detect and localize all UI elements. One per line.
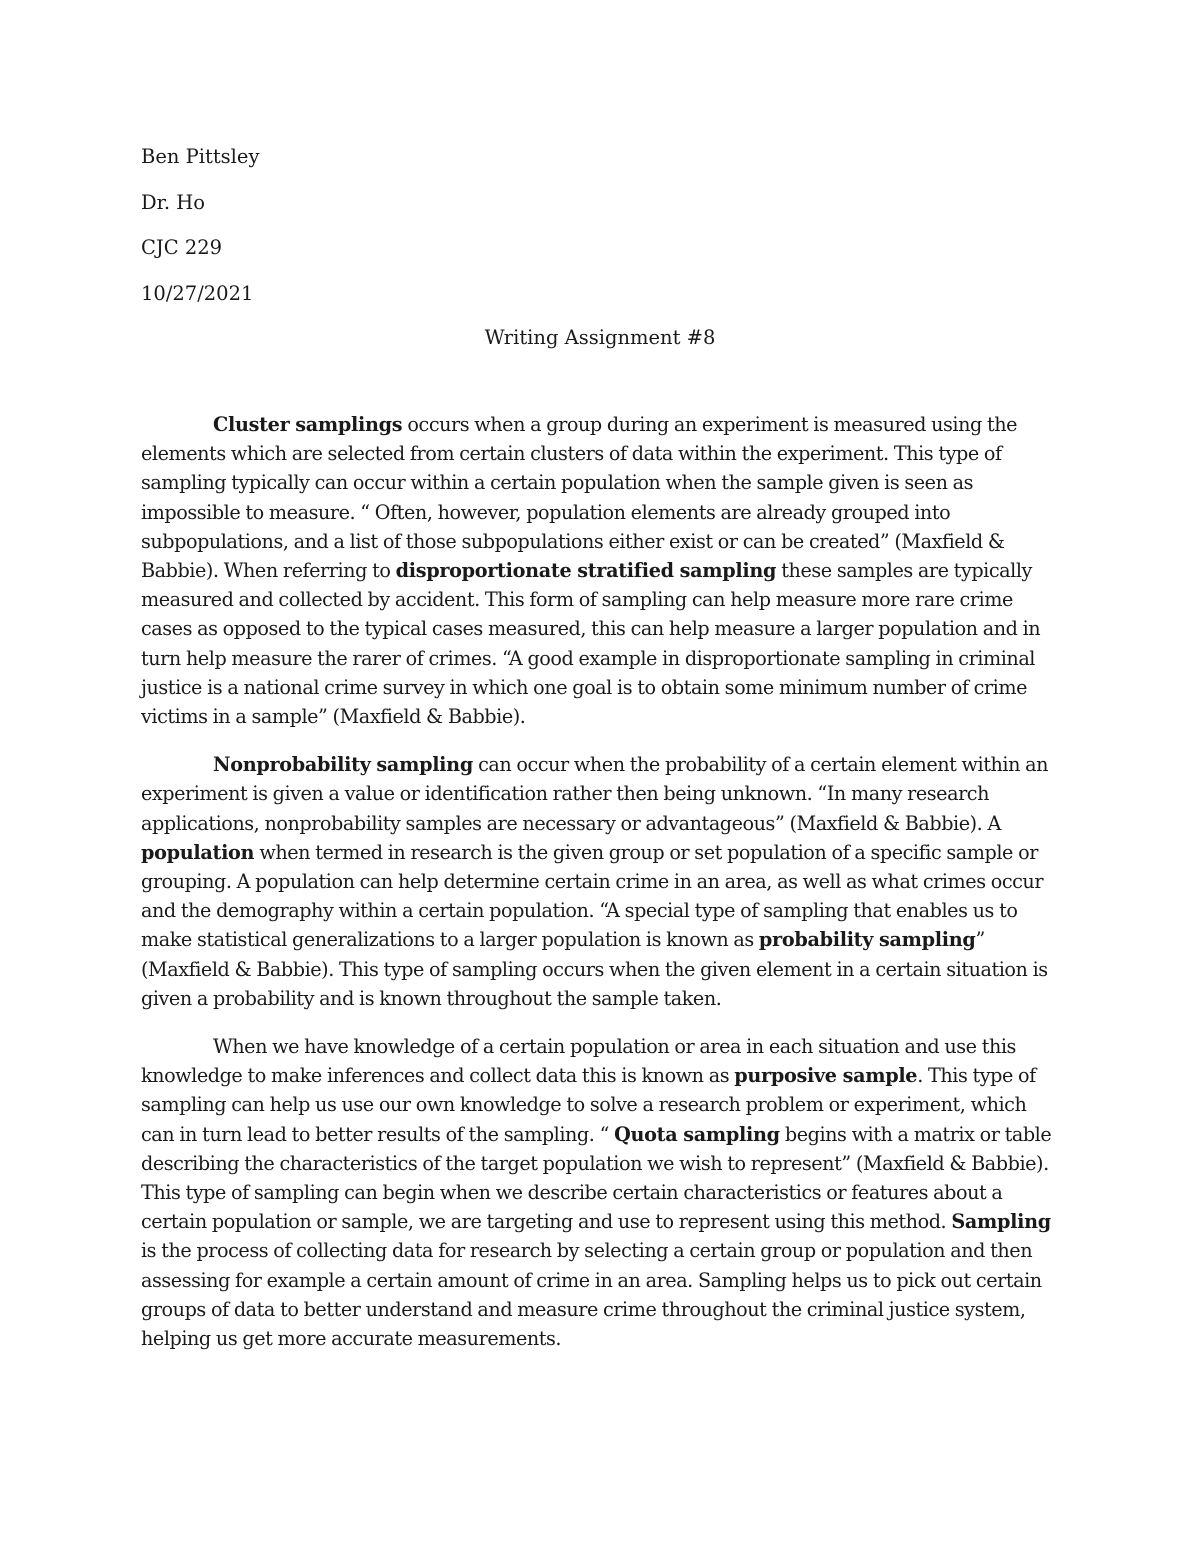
submission-date: 10/27/2021 [141,282,254,306]
author-name: Ben Pittsley [141,145,260,168]
instructor-name: Dr. Ho [141,190,205,214]
bold-term: Sampling [951,1210,1051,1234]
paragraph [141,750,1061,1013]
bold-term: probability sampling [758,928,976,952]
bold-term: purposive sample [734,1064,918,1088]
paragraph-text: . This type of sampling can help us use our own knowledge to solve a research problem or experiment, which can in turn lead to better results of the sampling. “ [141,1064,1036,1146]
document-body [141,410,1061,1372]
document-header [141,142,259,325]
paragraph [141,1032,1061,1353]
paragraph-text: When we have knowledge of a certain population or area in each situation and use this knowledge to make inferences and collect data this is known as [141,1035,1016,1088]
bold-term: Quota sampling [614,1122,780,1146]
paragraph-text: begins with a matrix or table describing the characteristics of the target population we wish to represent” (Maxfield & Babbie). This type of sampling can begin when we describe certain characteristics or features about a certain population or sample, we are targeting and use to represent using this method. [141,1122,1052,1234]
bold-term: disproportionate stratified sampling [395,559,777,583]
bold-term: Nonprobability sampling [213,753,473,777]
paragraph-text: when termed in research is the given group or set population of a specific sample or grouping. A population can help determine certain crime in an area, as well as what crimes occur and the demography within a certain population. “A special type of sampling that enables us to make statistical generalizations to a larger population is known as [141,840,1044,952]
paragraph-text: occurs when a group during an experiment is measured using the elements which are selected from certain clusters of data within the experiment. This type of sampling typically can occur within a certain population when the sample given is seen as impossible to measure. “ Often, however, population elements are already grouped into subpopulations, and a list of those subpopulations either exist or can be created” (Maxfield & Babbie). When referring to [141,413,1018,583]
paragraph-text: these samples are typically measured and collected by accident. This form of sampling can help measure more rare crime cases as opposed to the typical cases measured, this can help measure a larger population and in turn help measure the rarer of crimes. “A good example in disproportionate sampling in criminal justice is a national crime survey in which one goal is to obtain some minimum number of crime victims in a sample” (Maxfield & Babbie). [141,559,1041,729]
paragraph [141,410,1061,731]
paragraph-text: ” (Maxfield & Babbie). This type of sampling occurs when the given element in a certain situation is given a probability and is known throughout the sample taken. [141,928,1048,1010]
bold-term: Cluster samplings [213,413,403,436]
course-code: CJC 229 [141,236,223,260]
bold-term: population [141,840,255,864]
paragraph-text: can occur when the probability of a certain element within an experiment is given a value or identification rather then being unknown. “In many research applications, nonprobability samples are necessary or advantageous” (Maxfield & Babbie). A [141,753,1049,835]
document-title: Writing Assignment #8 [484,326,716,349]
paragraph-text: is the process of collecting data for research by selecting a certain group or population and then assessing for example a certain amount of crime in an area. Sampling helps us to pick out certain groups of data to better understand and measure crime throughout the criminal justice system, helping us get more accurate measurements. [141,1239,1042,1351]
